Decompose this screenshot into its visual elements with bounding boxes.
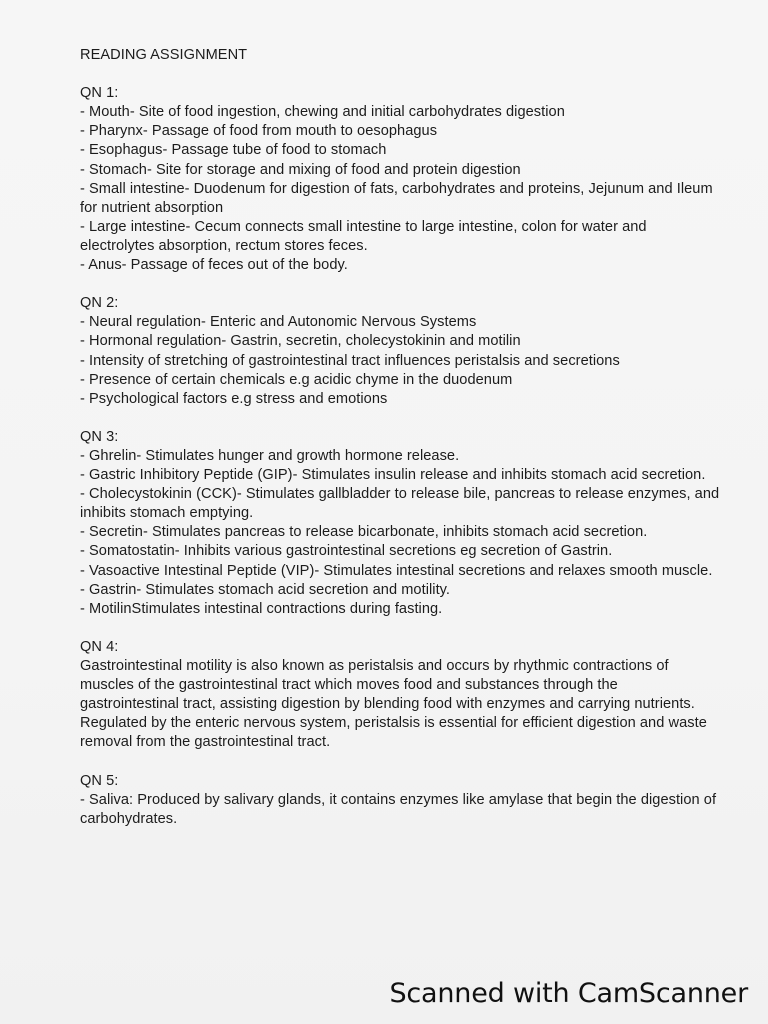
list-item: - Somatostatin- Inhibits various gastrointestinal secretions eg secretion of Gastrin. — [80, 543, 613, 560]
section-qn-3 — [80, 428, 720, 619]
list-item: - Large intestine- Cecum connects small intestine to large intestine, colon for water and electrolytes absorption, rectum stores feces. — [80, 218, 647, 254]
list-item: - Psychological factors e.g stress and emotions — [80, 390, 388, 407]
list-item: - Saliva: Produced by salivary glands, it contains enzymes like amylase that begin the digestion of carbohydrates. — [80, 791, 717, 827]
list-item: - Gastric Inhibitory Peptide (GIP)- Stimulates insulin release and inhibits stomach acid secretion. — [80, 467, 706, 484]
list-item: - Small intestine- Duodenum for digestion of fats, carbohydrates and proteins, Jejunum and Ileum for nutrient absorption — [80, 180, 713, 216]
section-qn-4 — [80, 638, 720, 753]
section-heading: QN 2: — [80, 295, 119, 312]
list-item: - Anus- Passage of feces out of the body. — [80, 257, 348, 274]
section-qn-5 — [80, 772, 720, 829]
list-item: - MotilinStimulates intestinal contractions during fasting. — [80, 600, 443, 617]
list-item: - Pharynx- Passage of food from mouth to oesophagus — [80, 123, 438, 140]
list-item: - Ghrelin- Stimulates hunger and growth hormone release. — [80, 447, 460, 464]
list-item: - Stomach- Site for storage and mixing of food and protein digestion — [80, 161, 521, 178]
section-heading: QN 1: — [80, 85, 119, 102]
list-item: - Hormonal regulation- Gastrin, secretin, cholecystokinin and motilin — [80, 333, 521, 350]
list-item: - Intensity of stretching of gastrointestinal tract influences peristalsis and secretions — [80, 352, 620, 369]
list-item: - Cholecystokinin (CCK)- Stimulates gallbladder to release bile, pancreas to release enzymes, and inhibits stomach emptying. — [80, 486, 720, 522]
section-qn-2 — [80, 294, 720, 409]
list-item: - Esophagus- Passage tube of food to stomach — [80, 142, 387, 159]
section-heading: QN 4: — [80, 638, 119, 655]
section-heading: QN 3: — [80, 428, 119, 445]
section-qn-1 — [80, 84, 720, 275]
list-item: - Vasoactive Intestinal Peptide (VIP)- Stimulates intestinal secretions and relaxes smooth muscle. — [80, 562, 713, 579]
list-item: - Gastrin- Stimulates stomach acid secretion and motility. — [80, 581, 451, 598]
paragraph: Gastrointestinal motility is also known as peristalsis and occurs by rhythmic contractions of muscles of the gastrointestinal tract which moves food and substances through the gastrointestinal tract, assisting digestion by blending food with enzymes and carrying nutrients. Regulated by the enteric nervous system, peristalsis is essential for efficient digestion and waste removal from the gastrointestinal tract. — [80, 658, 707, 751]
list-item: - Secretin- Stimulates pancreas to release bicarbonate, inhibits stomach acid secretion. — [80, 524, 648, 541]
camscanner-watermark: Scanned with CamScanner — [389, 978, 748, 1009]
list-item: - Mouth- Site of food ingestion, chewing and initial carbohydrates digestion — [80, 104, 565, 121]
list-item: - Presence of certain chemicals e.g acidic chyme in the duodenum — [80, 371, 513, 388]
document-title: READING ASSIGNMENT — [80, 47, 248, 63]
list-item: - Neural regulation- Enteric and Autonomic Nervous Systems — [80, 314, 477, 331]
section-heading: QN 5: — [80, 772, 119, 789]
document-body — [80, 46, 720, 848]
